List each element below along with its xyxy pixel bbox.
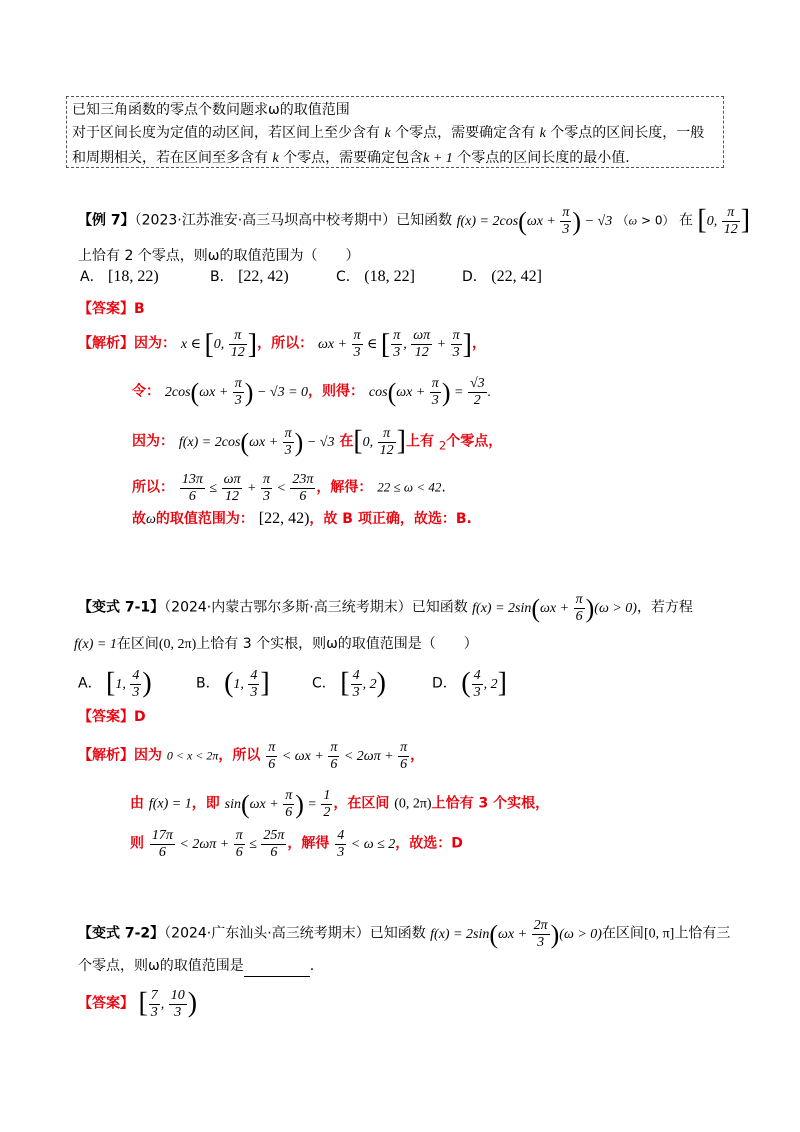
v71-answer: 【答案】D: [78, 709, 146, 725]
ex7-step-2: 令： 2cos(ωx + $\frac{\pi}{3}$ ) − √3 = 0，则得： cos(ωx + $\frac{\pi}{3}$ ) = $\frac{√3}{2}$ .: [132, 376, 492, 408]
ex7-func: f(x) = 2cos(ωx + $\frac{\pi}{3}$ ) − √3: [456, 205, 613, 237]
v71-step-3: 则 $\frac{17\pi}{6}$ < 2ωπ + $\frac{\pi}{6}$ ≤ $\frac{25\pi}{6}$ ，解得 $\frac{4}{3}$ < ω ≤ 2，故选：D: [130, 828, 463, 860]
v71-stem: 【变式 7-1】（2024·内蒙古鄂尔多斯·高三统考期末）已知函数 f(x) = 2sin(ωx + $\frac{\pi}{6}$ )(ω > 0)，若方程: [78, 592, 693, 624]
ex7-step-3: 因为： f(x) = 2cos(ωx + $\frac{\pi}{3}$ ) − √3 在[0, $\frac{\pi}{12}$ ]上有 $_2$个零点，: [132, 425, 503, 458]
v72-stem: 【变式 7-2】（2024·广东汕头·高三统考期末）已知函数 f(x) = 2sin(ωx + $\frac{2\pi}{3}$ )(ω > 0)在区间[0, π]上恰有三: [78, 918, 731, 950]
v71-step-2: 由 f(x) = 1，即 sin(ωx + $\frac{\pi}{6}$ ) = $\frac{1}{2}$ ，在区间 (0, 2π)上恰有 3 个实根，: [130, 788, 550, 820]
ex7-question: 上恰有 2 个零点，则ω的取值范围为（ ）: [78, 248, 360, 264]
answer-blank[interactable]: [244, 962, 310, 977]
ex7-step-1: 【解析】因为： x ∈ [0, $\frac{\pi}{12}$ ]，所以： ωx + $\frac{\pi}{3}$ ∈ [ $\frac{\pi}{3}$ , $\frac{\omega\pi}{12}$ + $\frac{\pi}{3}$ ]，: [78, 328, 486, 360]
v71-option-a[interactable]: A． [1, $\frac{4}{3}$ ): [78, 667, 152, 700]
ex7-step-4: 所以： $\frac{13\pi}{6}$ ≤ $\frac{\omega\pi}{12}$ + $\frac{\pi}{3}$ < $\frac{23\pi}{6}$ ，解得： 22 ≤ ω < 42.: [132, 472, 446, 504]
tip-line-1: 对于区间长度为定值的动区间，若区间上至少含有 k 个零点，需要确定含有 k 个零点的区间长度，一般: [72, 125, 705, 141]
tip-line-2: 和周期相关，若在区间至多含有 k 个零点，需要确定包含k + 1 个零点的区间长度的最小值.: [72, 150, 630, 166]
ex7-answer: 【答案】B: [78, 301, 145, 317]
v71-step-1: 【解析】因为 0 < x < 2π，所以 $\frac{\pi}{6}$ < ωx + $\frac{\pi}{6}$ < 2ωπ + $\frac{\pi}{6}$ ，: [78, 740, 425, 772]
tip-title: 已知三角函数的零点个数问题求ω的取值范围: [72, 102, 350, 118]
ex7-option-b[interactable]: B． [22, 42): [210, 268, 289, 285]
ex7-step-5: 故ω的取值范围为： [22, 42)，故 B 项正确，故选：B.: [132, 510, 472, 527]
v71-option-c[interactable]: C． [ $\frac{4}{3}$ , 2): [312, 667, 386, 700]
ex7-option-c[interactable]: C． (18, 22]: [336, 268, 415, 285]
v72-answer: 【答案】 [ $\frac{7}{3}$ , $\frac{10}{3}$ ): [78, 987, 198, 1020]
ex7-option-d[interactable]: D． (22, 42]: [462, 268, 542, 285]
v71-question: f(x) = 1在区间(0, 2π)上恰有 3 个实根，则ω的取值范围是（ ）: [74, 636, 478, 652]
v71-option-b[interactable]: B． (1, $\frac{4}{3}$ ]: [196, 667, 270, 700]
ex7-option-a[interactable]: A． [18, 22): [80, 268, 159, 285]
v71-option-d[interactable]: D． ( $\frac{4}{3}$ , 2]: [432, 667, 507, 700]
v72-question: 个零点，则ω的取值范围是 .: [78, 955, 314, 977]
ex7-stem: 【例 7】（2023·江苏淮安·高三马坝高中校考期中）已知函数 f(x) = 2cos(ωx + $\frac{\pi}{3}$ ) − √3 （ω > 0） 在 [0, $\frac{\pi}{12}$ ]: [78, 204, 751, 237]
